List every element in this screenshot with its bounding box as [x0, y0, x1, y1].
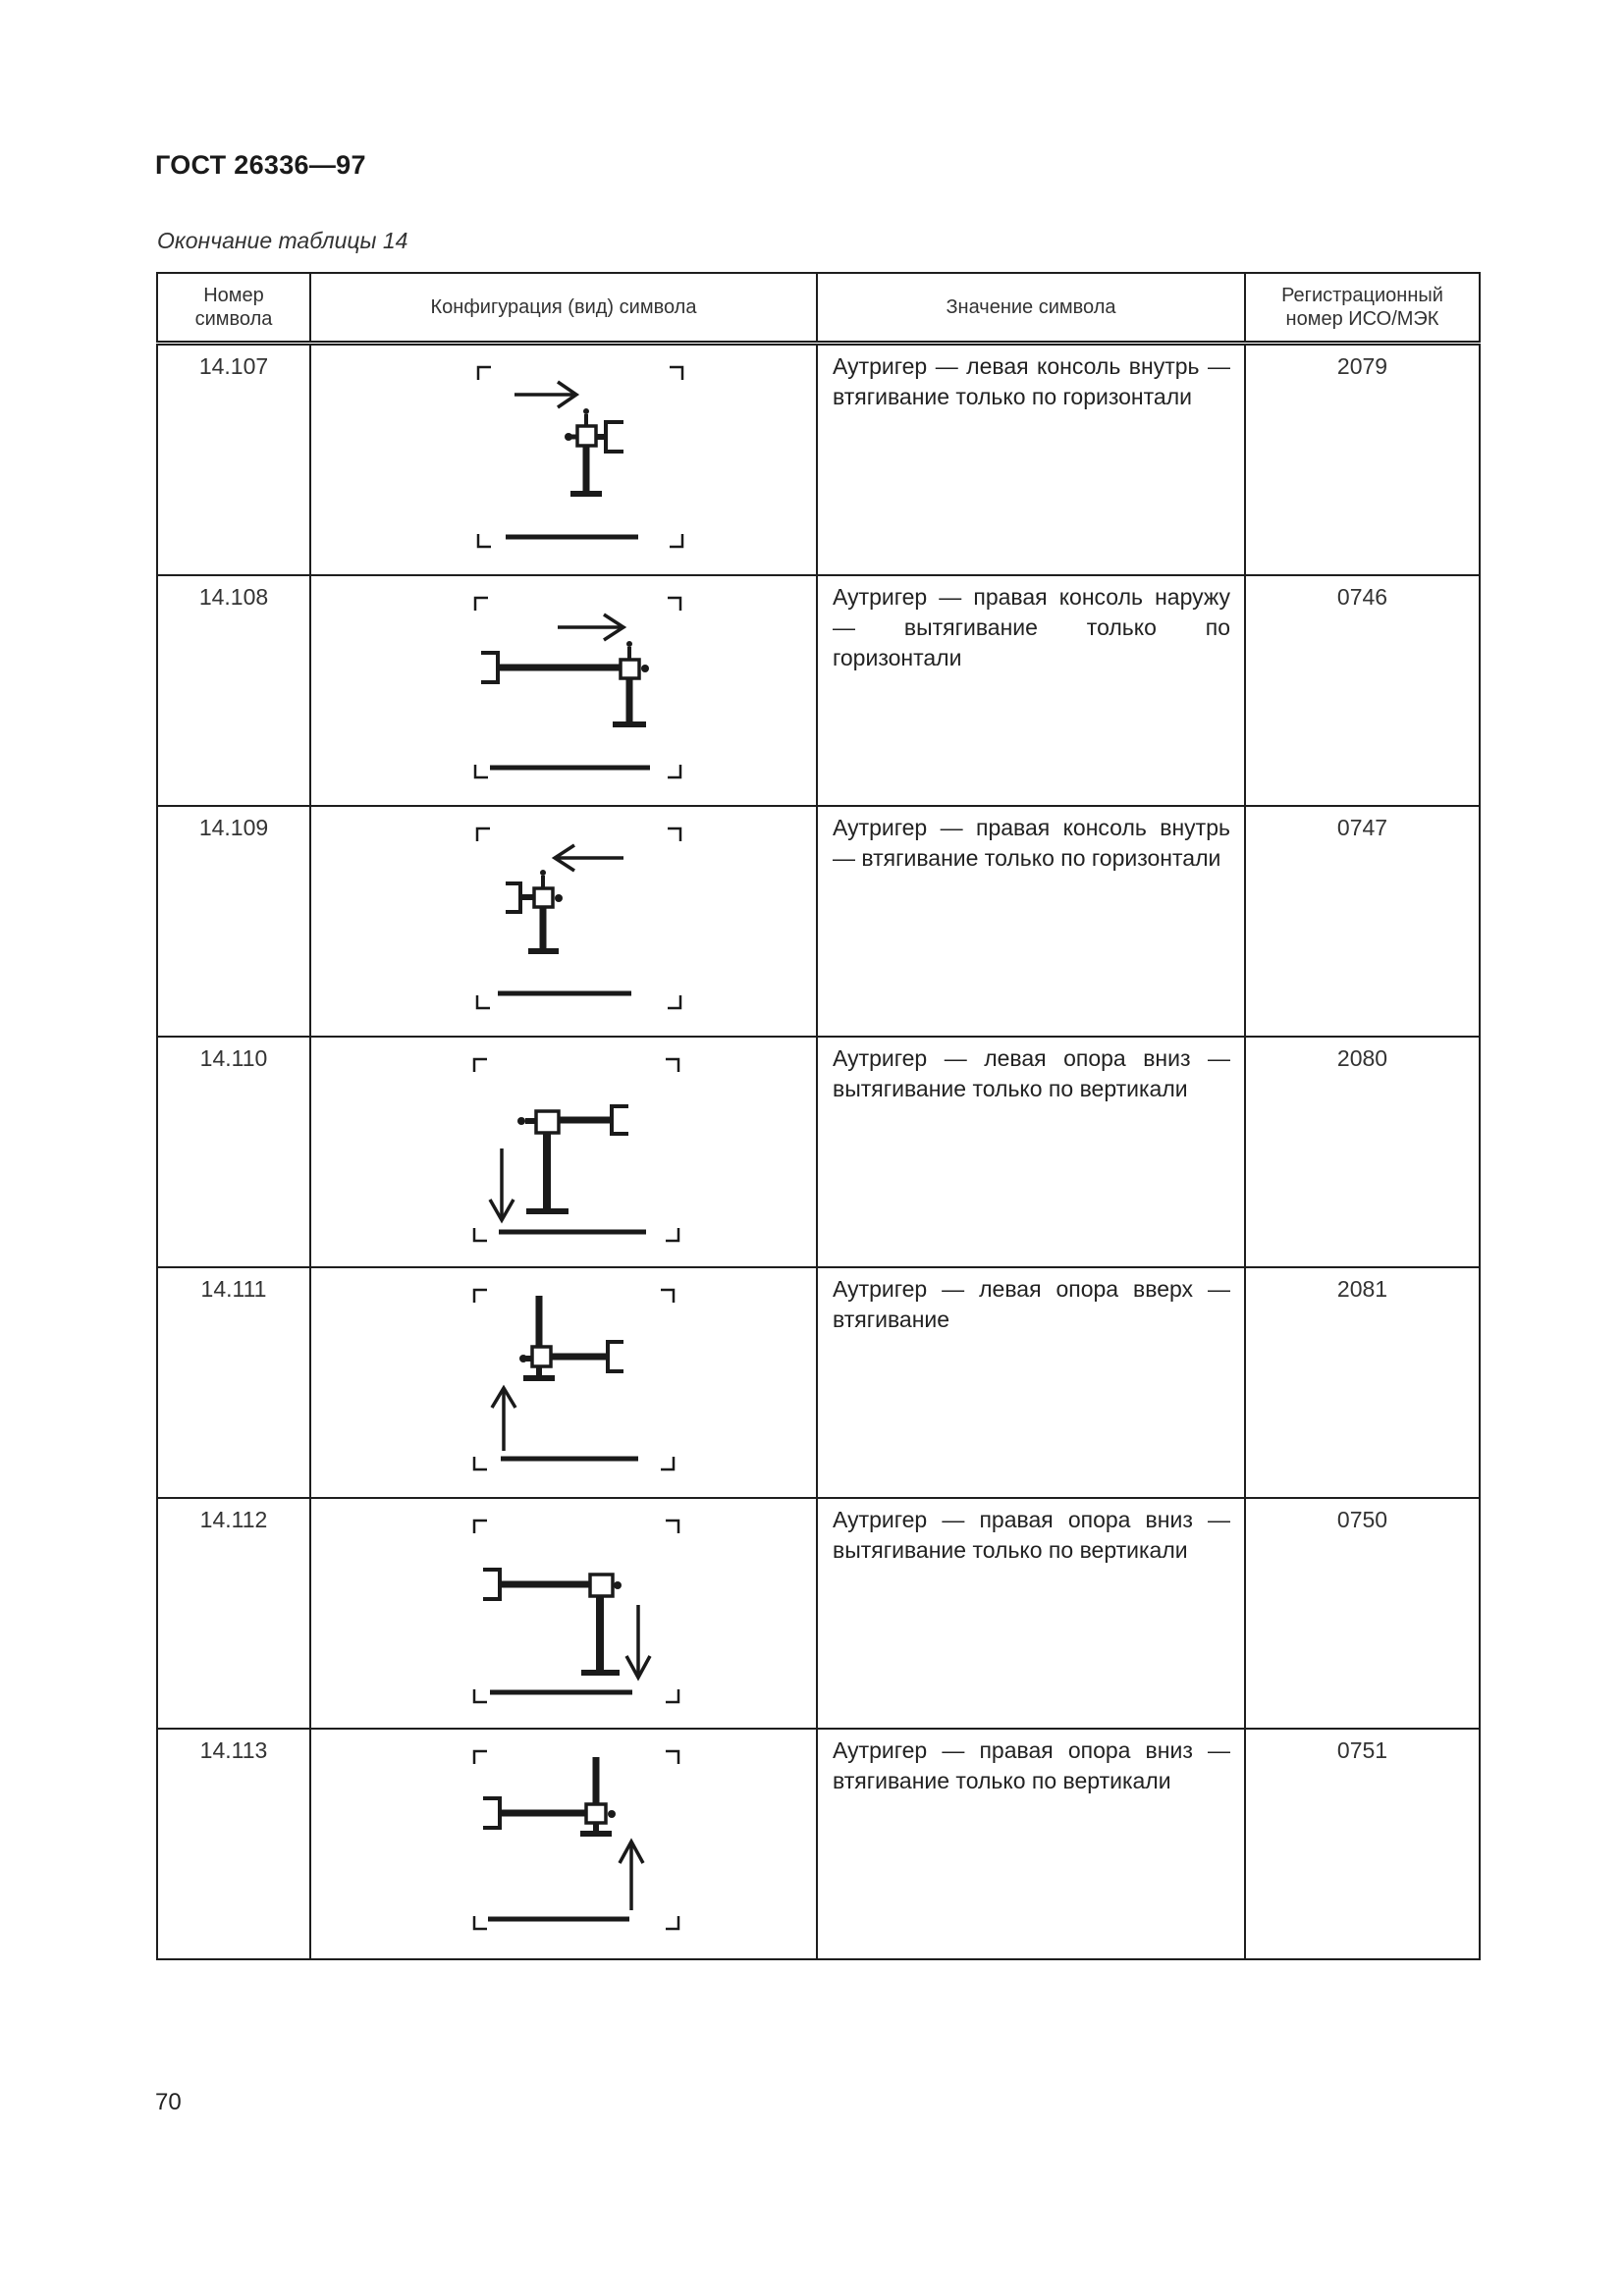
symbol-number: 14.107 [157, 344, 310, 576]
symbol-figure [310, 1498, 817, 1729]
outrigger-left-jack-up-icon [311, 1268, 818, 1489]
outrigger-right-jack-up-icon [311, 1730, 818, 1950]
table-header-row [157, 273, 1480, 344]
registration-number: 2080 [1245, 1037, 1480, 1267]
symbol-number: 14.108 [157, 575, 310, 806]
registration-number: 0747 [1245, 806, 1480, 1037]
table-row [157, 1037, 1480, 1267]
outrigger-right-jack-down-icon [311, 1499, 818, 1720]
symbol-figure [310, 344, 817, 576]
registration-number: 0751 [1245, 1729, 1480, 1959]
outrigger-left-jack-down-icon [311, 1038, 818, 1258]
registration-number: 0746 [1245, 575, 1480, 806]
table-caption: Окончание таблицы 14 [157, 228, 408, 253]
outrigger-right-beam-retract-icon [311, 807, 818, 1028]
symbol-figure [310, 1267, 817, 1498]
symbol-number: 14.111 [157, 1267, 310, 1498]
column-header-registration: Регистрационный номер ИСО/МЭК [1245, 273, 1480, 344]
column-header-number: Номер символа [157, 273, 310, 344]
outrigger-left-beam-retract-icon [311, 346, 818, 566]
symbol-number: 14.113 [157, 1729, 310, 1959]
symbol-figure [310, 1037, 817, 1267]
table-row [157, 344, 1480, 576]
symbols-table [156, 272, 1481, 1960]
page-number: 70 [155, 2089, 182, 2115]
registration-number: 0750 [1245, 1498, 1480, 1729]
symbol-meaning: Аутригер — правая опора вниз — вытягивание только по вертикали [817, 1498, 1245, 1729]
document-header: ГОСТ 26336—97 [155, 150, 366, 180]
symbol-meaning: Аутригер — правая опора вниз — втягивание только по вертикали [817, 1729, 1245, 1959]
symbol-meaning: Аутригер — левая опора вниз — вытягивание только по вертикали [817, 1037, 1245, 1267]
table-row [157, 1498, 1480, 1729]
table-row [157, 806, 1480, 1037]
symbol-figure [310, 1729, 817, 1959]
outrigger-right-beam-extend-icon [311, 576, 818, 797]
symbol-figure [310, 575, 817, 806]
symbol-figure [310, 806, 817, 1037]
symbol-number: 14.110 [157, 1037, 310, 1267]
table-row [157, 1729, 1480, 1959]
symbol-meaning: Аутригер — правая консоль наружу — вытягивание только по горизонтали [817, 575, 1245, 806]
table-row [157, 1267, 1480, 1498]
symbol-meaning: Аутригер — левая опора вверх — втягивание [817, 1267, 1245, 1498]
column-header-meaning: Значение символа [817, 273, 1245, 344]
symbol-number: 14.109 [157, 806, 310, 1037]
table-row [157, 575, 1480, 806]
symbol-meaning: Аутригер — правая консоль внутрь — втягивание только по горизонтали [817, 806, 1245, 1037]
symbol-meaning: Аутригер — левая консоль внутрь — втягивание только по горизонтали [817, 344, 1245, 576]
registration-number: 2081 [1245, 1267, 1480, 1498]
symbol-number: 14.112 [157, 1498, 310, 1729]
column-header-symbol: Конфигурация (вид) символа [310, 273, 817, 344]
registration-number: 2079 [1245, 344, 1480, 576]
